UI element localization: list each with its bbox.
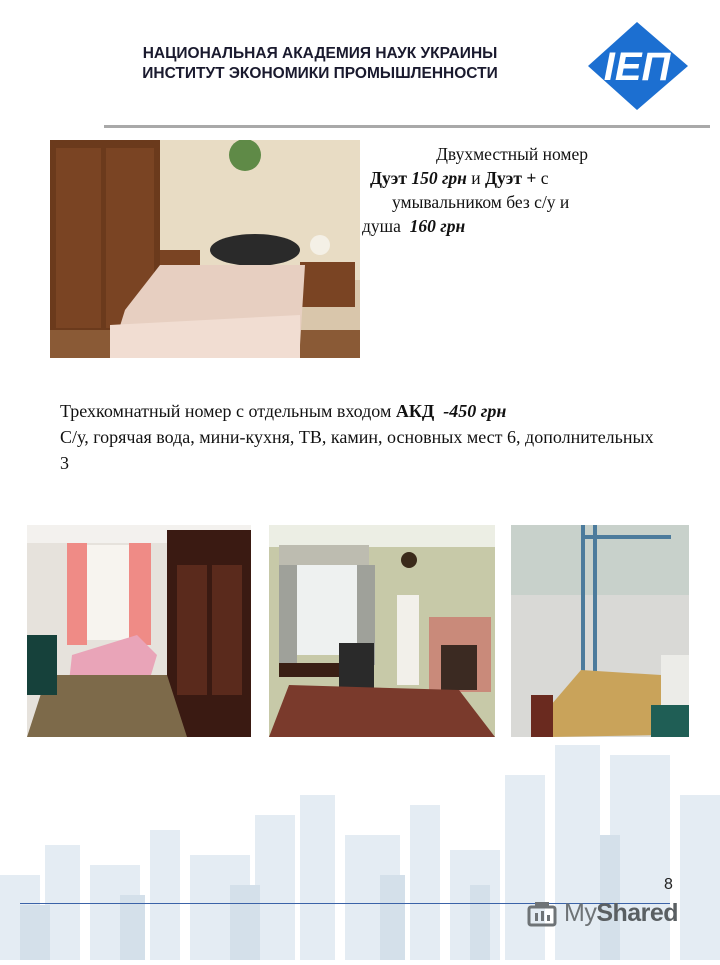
suite-description: [60, 398, 680, 476]
rest-text-3: душа: [362, 216, 401, 236]
myshared-watermark: [526, 895, 706, 935]
room-name-duet-plus: Дуэт +: [485, 168, 537, 188]
page-number: 8: [664, 876, 673, 893]
suite-living-room-photo: [269, 525, 495, 737]
suite-bathroom-photo: [511, 525, 689, 737]
brand-bold: Shared: [596, 899, 679, 927]
room-name-duet: Дуэт: [370, 168, 407, 188]
rest-text-2: умывальником без с/у и: [392, 192, 570, 212]
rest-text-1: с: [540, 168, 549, 188]
institute-logo: [578, 18, 696, 114]
double-room-prices: [362, 166, 662, 190]
price-duet-plus: 160 грн: [409, 216, 466, 236]
double-room-photo: [50, 140, 360, 358]
double-room-description: [362, 142, 662, 238]
presentation-icon: [526, 901, 560, 929]
header-line-1: НАЦИОНАЛЬНАЯ АКАДЕМИЯ НАУК УКРАИНЫ: [142, 45, 498, 62]
suite-name: АКД: [395, 401, 435, 421]
brand-light: My: [564, 899, 597, 927]
double-room-title: Двухместный номер: [435, 144, 589, 164]
suite-intro: Трехкомнатный номер с отдельным входом: [60, 401, 392, 421]
double-room-shower-line: [362, 214, 662, 238]
header-line-2: ИНСТИТУТ ЭКОНОМИКИ ПРОМЫШЛЕННОСТИ: [142, 65, 498, 82]
price-duet: 150 грн: [411, 168, 467, 188]
conjunction: и: [471, 168, 481, 188]
suite-details: С/у, горячая вода, мини-кухня, ТВ, камин, основных мест 6, дополнительных 3: [60, 427, 654, 473]
suite-title-line: [60, 398, 680, 424]
institute-header: [60, 44, 580, 84]
header-divider: [104, 125, 710, 128]
suite-price: -450 грн: [443, 401, 507, 421]
suite-bedroom-photo: [27, 525, 251, 737]
logo-text: ІЕП: [603, 45, 671, 89]
brand-name: [564, 899, 678, 928]
